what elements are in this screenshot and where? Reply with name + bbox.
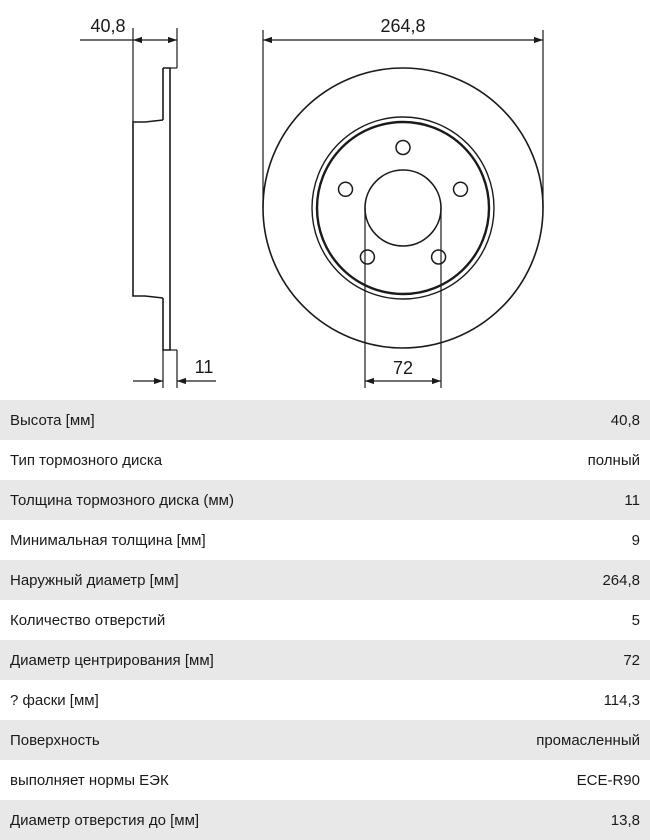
specifications-table bbox=[0, 400, 650, 840]
spec-label: Поверхность bbox=[10, 731, 100, 749]
dimension-height-label: 40,8 bbox=[90, 16, 126, 36]
dimension-outer-diameter bbox=[263, 16, 543, 40]
side-profile-view bbox=[133, 28, 177, 388]
spec-label: Диаметр центрирования [мм] bbox=[10, 651, 214, 669]
dimension-outer-diameter-label: 264,8 bbox=[380, 16, 426, 36]
dimension-thickness-label: 11 bbox=[194, 357, 214, 377]
spec-row bbox=[0, 480, 650, 520]
dimension-thickness bbox=[133, 357, 216, 381]
spec-row bbox=[0, 800, 650, 840]
hat-inner-circle bbox=[317, 122, 489, 294]
spec-value: промасленный bbox=[536, 731, 640, 749]
center-bore-circle bbox=[365, 170, 441, 246]
bolt-hole bbox=[432, 250, 446, 264]
spec-row bbox=[0, 760, 650, 800]
spec-value: 114,3 bbox=[603, 691, 640, 709]
spec-row bbox=[0, 680, 650, 720]
spec-label: Высота [мм] bbox=[10, 411, 95, 429]
spec-label: Минимальная толщина [мм] bbox=[10, 531, 206, 549]
spec-label: Толщина тормозного диска (мм) bbox=[10, 491, 234, 509]
spec-value: 9 bbox=[631, 531, 640, 549]
spec-value: 40,8 bbox=[610, 411, 640, 429]
spec-row bbox=[0, 520, 650, 560]
spec-value: 5 bbox=[631, 611, 640, 629]
spec-row bbox=[0, 720, 650, 760]
brake-disc-drawing bbox=[0, 0, 650, 400]
bolt-hole bbox=[396, 141, 410, 155]
spec-value: ECE-R90 bbox=[576, 771, 640, 789]
spec-row bbox=[0, 400, 650, 440]
technical-drawing bbox=[0, 0, 650, 400]
spec-label: Диаметр отверстия до [мм] bbox=[10, 811, 200, 829]
spec-label: Количество отверстий bbox=[10, 611, 166, 629]
hat-outer-circle bbox=[312, 117, 494, 299]
spec-row bbox=[0, 440, 650, 480]
bolt-hole bbox=[339, 182, 353, 196]
bolt-hole bbox=[454, 182, 468, 196]
spec-row bbox=[0, 600, 650, 640]
spec-label: ? фаски [мм] bbox=[10, 691, 99, 709]
spec-value: 13,8 bbox=[610, 811, 640, 829]
spec-value: 264,8 bbox=[602, 571, 640, 589]
bolt-hole bbox=[360, 250, 374, 264]
front-view bbox=[263, 30, 543, 388]
spec-label: Тип тормозного диска bbox=[10, 451, 163, 469]
spec-row bbox=[0, 640, 650, 680]
spec-label: Наружный диаметр [мм] bbox=[10, 571, 179, 589]
spec-label: выполняет нормы ЕЭК bbox=[10, 771, 169, 789]
spec-value: полный bbox=[587, 451, 640, 469]
dimension-center-bore bbox=[365, 358, 441, 381]
spec-value: 11 bbox=[624, 491, 640, 509]
spec-row bbox=[0, 560, 650, 600]
outer-rim-circle bbox=[263, 68, 543, 348]
spec-value: 72 bbox=[623, 651, 640, 669]
dimension-height bbox=[80, 16, 177, 40]
dimension-center-bore-label: 72 bbox=[392, 358, 414, 378]
